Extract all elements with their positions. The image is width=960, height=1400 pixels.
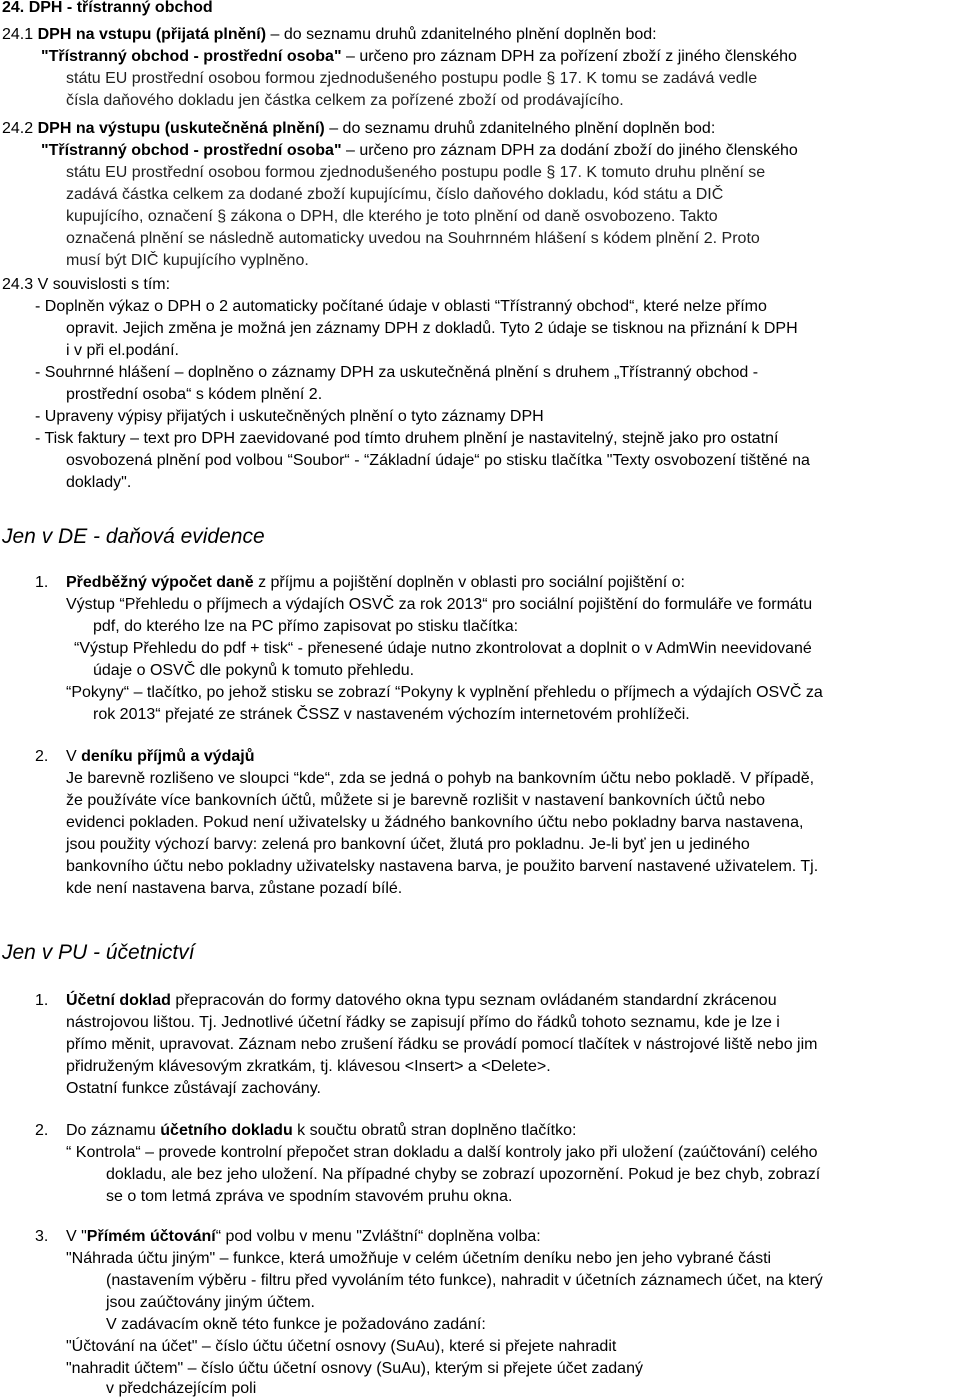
- pu-item-2-line-2: “ Kontrola“ – provede kontrolní přepočet stran dokladu a další kontroly jako při uložení (zaúčtování) celého: [66, 1144, 818, 1161]
- pu-item-2-line-1: Do záznamu účetního dokladu k součtu obratů stran doplněno tlačítko:: [66, 1122, 577, 1139]
- para-24-2-line-5: kupujícího, označení § zákona o DPH, dle kterého je toto plnění od daně osvobozeno. Takto: [66, 208, 718, 225]
- bullet-2-line-2: prostřední osoba“ s kódem plnění 2.: [66, 386, 323, 403]
- de-item-2-line-5: jsou použity výchozí barvy: zelená pro bankovní účet, žlutá pro pokladnu. Je-li byť jen u jediného: [66, 836, 750, 853]
- bullet-1-line-3: i v při el.podání.: [66, 342, 179, 359]
- para-24-2-line-2: "Třístranný obchod - prostřední osoba" – určeno pro záznam DPH za dodání zboží do jiného členského: [41, 142, 798, 159]
- para-24-1-line-4: čísla daňového dokladu jen částka celkem za pořízené zboží od prodávajícího.: [66, 92, 624, 109]
- de-item-2-line-4: evidenci pokladen. Pokud není uživatelsky u žádného bankovního účtu nebo pokladny barva nastavena,: [66, 814, 804, 831]
- pu-item-3-line-7: "nahradit účtem" – číslo účtu účetní osnovy (SuAu), kterým si přejete účet zadaný: [66, 1360, 643, 1377]
- de-item-2-line-7: kde není nastavena barva, zůstane pozadí bílé.: [66, 880, 403, 897]
- pu-item-1-line-3: přímo měnit, upravovat. Záznam nebo zrušení řádku se provádí pomocí tlačítek v nástrojové liště nebo jim: [66, 1036, 818, 1053]
- pu-item-1-num: 1.: [35, 992, 49, 1009]
- bullet-4-line-1: - Tisk faktury – text pro DPH zaevidované pod tímto druhem plnění je nastavitelný, stejně jako pro ostatní: [35, 430, 779, 447]
- pu-item-2-line-3: dokladu, ale bez jeho uložení. Na případné chyby se zobrazí upozornění. Pokud je bez chyb, zobrazí: [106, 1166, 821, 1183]
- para-24-2-line-6: označená plnění se následně automaticky uvedou na Souhrnném hlášení s kódem plnění 2. Proto: [66, 230, 760, 247]
- de-item-2-line-6: bankovního účtu nebo pokladny uživatelsky nastavena barva, je použito barvení nastavené uživatelem. Tj.: [66, 858, 819, 875]
- pu-item-1-line-5: Ostatní funkce zůstávají zachovány.: [66, 1080, 321, 1097]
- bullet-4-line-2: osvobozená plnění pod volbou “Soubor“ - “Základní údaje“ po stisku tlačítka "Texty osvobození tištěné na: [66, 452, 810, 469]
- bullet-2-line-1: - Souhrnné hlášení – doplněno o záznamy DPH za uskutečněná plnění s druhem „Třístranný obchod -: [35, 364, 759, 381]
- pu-item-3-line-3: (nastavením výběru - filtru před vyvoláním této funkce), nahradit v účetních záznamech účet, na který: [106, 1272, 823, 1289]
- pu-item-2-num: 2.: [35, 1122, 49, 1139]
- pu-item-3-line-4: jsou zaúčtovány jiným účtem.: [106, 1294, 315, 1311]
- heading-de: Jen v DE - daňová evidence: [2, 525, 265, 548]
- para-24-2-line-7: musí být DIČ kupujícího vyplněno.: [66, 252, 309, 269]
- bullet-1-line-2: opravit. Jejich změna je možná jen záznamy DPH z dokladů. Tyto 2 údaje se tisknou na přiznání k DPH: [66, 320, 798, 337]
- pu-item-2-line-4: se o tom letmá zpráva ve spodním stavovém pruhu okna.: [106, 1188, 513, 1205]
- de-item-1-line-2: Výstup “Přehledu o příjmech a výdajích OSVČ za rok 2013“ pro sociální pojištění do formuláře ve formátu: [66, 596, 813, 613]
- bullet-4-line-3: doklady".: [66, 474, 132, 491]
- de-item-1-num: 1.: [35, 574, 49, 591]
- para-24-2-line-4: zadává částka celkem za dodané zboží kupujícímu, číslo daňového dokladu, kód státu a DIČ: [66, 186, 724, 203]
- de-item-2-line-3: že používáte více bankovních účtů, můžete si je barevně rozlišit v nastavení bankovních účtů nebo: [66, 792, 766, 809]
- de-item-1-line-4: “Výstup Přehledu do pdf + tisk“ - přenesené údaje nutno zkontrolovat a doplnit o v AdmWin neevidované: [74, 640, 812, 657]
- bullet-1-line-1: - Doplněn výkaz o DPH o 2 automaticky počítané údaje v oblasti “Třístranný obchod“, které nelze přímo: [35, 298, 767, 315]
- pu-item-3-line-1: V "Přímém účtování“ pod volbu v menu "Zvláštní“ doplněna volba:: [66, 1228, 541, 1245]
- pu-item-1-line-4: přidruženým klávesovým zkratkám, tj. klávesou <Insert> a <Delete>.: [66, 1058, 551, 1075]
- de-item-2-num: 2.: [35, 748, 49, 765]
- pu-item-3-line-8: v předcházejícím poli: [106, 1380, 257, 1397]
- de-item-2-line-1: V deníku příjmů a výdajů: [66, 748, 255, 765]
- para-24-1-line-1: 24.1 DPH na vstupu (přijatá plnění) – do seznamu druhů zdanitelného plnění doplněn bod:: [2, 26, 657, 43]
- pu-item-1-line-2: nástrojovou lištou. Tj. Jednotlivé účetní řádky se zapisují přímo do řádků tohoto seznamu, kde je lze i: [66, 1014, 780, 1031]
- pu-item-1-line-1: Účetní doklad přepracován do formy datového okna typu seznam ovládaném standardní zkrácenou: [66, 992, 777, 1009]
- de-item-1-line-5: údaje o OSVČ dle pokynů k tomuto přehledu.: [93, 662, 415, 679]
- de-item-1-line-1: Předběžný výpočet daně z příjmu a pojištění doplněn v oblasti pro sociální pojištění o:: [66, 574, 685, 591]
- section-title: 24. DPH - třístranný obchod: [2, 0, 213, 16]
- de-item-2-line-2: Je barevně rozlišeno ve sloupci “kde“, zda se jedná o pohyb na bankovním účtu nebo pokladě. V případě,: [66, 770, 815, 787]
- para-24-1-line-2: "Třístranný obchod - prostřední osoba" – určeno pro záznam DPH za pořízení zboží z jiného členského: [41, 48, 797, 65]
- pu-item-3-line-5: V zadávacím okně této funkce je požadováno zadání:: [106, 1316, 486, 1333]
- para-24-3-line-1: 24.3 V souvislosti s tím:: [2, 276, 171, 293]
- de-item-1-line-7: rok 2013“ přejaté ze stránek ČSSZ v nastaveném výchozím internetovém prohlížeči.: [93, 706, 690, 723]
- heading-pu: Jen v PU - účetnictví: [2, 941, 195, 964]
- para-24-1-line-3: státu EU prostřední osobou formou zjednodušeného postupu podle § 17. K tomu se zadává vedle: [66, 70, 758, 87]
- para-24-2-line-3: státu EU prostřední osobou formou zjednodušeného postupu podle § 17. K tomuto druhu plnění se: [66, 164, 766, 181]
- bullet-3-line-1: - Upraveny výpisy přijatých i uskutečněných plnění o tyto záznamy DPH: [35, 408, 544, 425]
- de-item-1-line-3: pdf, do kterého lze na PC přímo zapisovat po stisku tlačítka:: [93, 618, 519, 635]
- para-24-2-line-1: 24.2 DPH na výstupu (uskutečněná plnění) – do seznamu druhů zdanitelného plnění doplněn bod:: [2, 120, 716, 137]
- pu-item-3-line-6: "Účtování na účet" – číslo účtu účetní osnovy (SuAu), které si přejete nahradit: [66, 1338, 617, 1355]
- de-item-1-line-6: “Pokyny“ – tlačítko, po jehož stisku se zobrazí “Pokyny k vyplnění přehledu o příjmech a výdajích OSVČ za: [66, 684, 823, 701]
- pu-item-3-line-2: "Náhrada účtu jiným" – funkce, která umožňuje v celém účetním deníku nebo jen jeho vybrané části: [66, 1250, 772, 1267]
- pu-item-3-num: 3.: [35, 1228, 49, 1245]
